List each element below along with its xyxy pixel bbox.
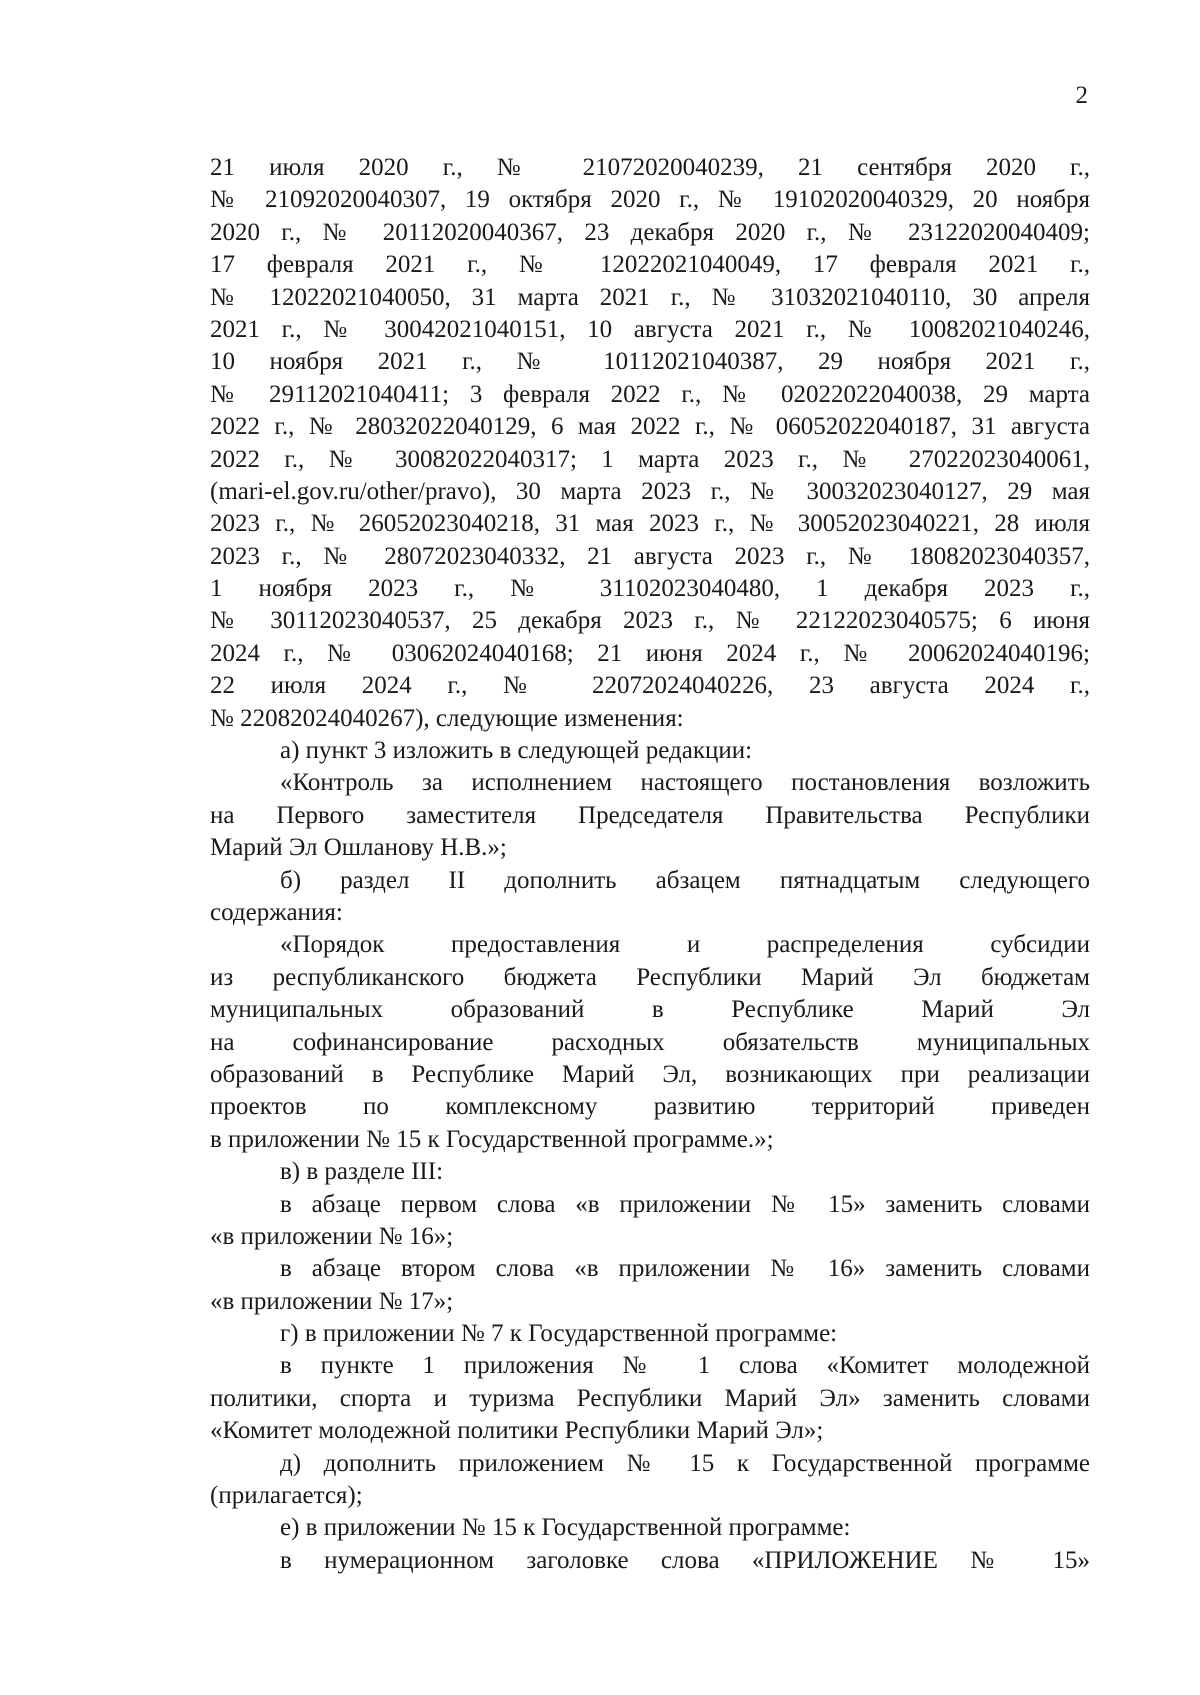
text-line: 2023 г., № 26052023040218, 31 мая 2023 г., № 30052023040221, 28 июля (210, 510, 1090, 538)
text-line: из республиканского бюджета Республики Марий Эл бюджетам (210, 963, 1090, 991)
text-line: 2023 г., № 28072023040332, 21 августа 2023 г., № 18082023040357, (210, 542, 1090, 570)
text-line: е) в приложении № 15 к Государственной программе: (280, 1514, 851, 1542)
text-line: в нумерационном заголовке слова «ПРИЛОЖЕНИЕ № 15» (280, 1546, 1090, 1574)
text-line: «Комитет молодежной политики Республики Марий Эл»; (210, 1417, 824, 1445)
text-line: Марий Эл Ошланову Н.В.»; (210, 834, 507, 862)
text-line: «в приложении № 16»; (210, 1222, 454, 1250)
text-line: в абзаце первом слова «в приложении № 15» заменить словами (280, 1190, 1090, 1218)
text-line: 2024 г., № 03062024040168; 21 июня 2024 г., № 20062024040196; (210, 639, 1090, 667)
text-line: № 30112023040537, 25 декабря 2023 г., № 22122023040575; 6 июня (210, 607, 1090, 635)
text-line: 2021 г., № 30042021040151, 10 августа 2021 г., № 10082021040246, (210, 315, 1090, 343)
text-line: № 21092020040307, 19 октября 2020 г., № 19102020040329, 20 ноября (210, 186, 1090, 214)
text-line: образований в Республике Марий Эл, возникающих при реализации (210, 1060, 1090, 1088)
text-line: 17 февраля 2021 г., № 12022021040049, 17 февраля 2021 г., (210, 251, 1090, 279)
text-line: а) пункт 3 изложить в следующей редакции: (280, 737, 753, 765)
text-line: содержания: (210, 898, 343, 926)
text-line: 10 ноября 2021 г., № 10112021040387, 29 ноября 2021 г., (210, 348, 1090, 376)
text-line: (прилагается); (210, 1482, 363, 1510)
text-line: № 22082024040267), следующие изменения: (210, 704, 684, 732)
text-line: в пункте 1 приложения № 1 слова «Комитет молодежной (280, 1352, 1090, 1380)
text-line: «Порядок предоставления и распределения субсидии (280, 931, 1090, 959)
text-line: политики, спорта и туризма Республики Марий Эл» заменить словами (210, 1384, 1090, 1412)
text-line: 1 ноября 2023 г., № 31102023040480, 1 декабря 2023 г., (210, 575, 1090, 603)
text-line: (mari-el.gov.ru/other/pravo), 30 марта 2023 г., № 30032023040127, 29 мая (210, 477, 1090, 505)
text-line: г) в приложении № 7 к Государственной программе: (280, 1320, 838, 1348)
text-line: 22 июля 2024 г., № 22072024040226, 23 августа 2024 г., (210, 672, 1090, 700)
page-number: 2 (1075, 82, 1088, 109)
text-line: 2022 г., № 30082022040317; 1 марта 2023 г., № 27022023040061, (210, 445, 1090, 473)
text-line: в) в разделе III: (280, 1158, 444, 1186)
text-line: на Первого заместителя Председателя Правительства Республики (210, 801, 1090, 829)
text-line: «Контроль за исполнением настоящего постановления возложить (280, 769, 1090, 797)
text-line: «в приложении № 17»; (210, 1287, 454, 1315)
text-line: 2022 г., № 28032022040129, 6 мая 2022 г., № 06052022040187, 31 августа (210, 413, 1090, 441)
text-line: в приложении № 15 к Государственной программе.»; (210, 1125, 774, 1153)
text-line: на софинансирование расходных обязательств муниципальных (210, 1028, 1090, 1056)
document-body (210, 152, 1090, 1577)
text-line: д) дополнить приложением № 15 к Государственной программе (280, 1449, 1090, 1477)
text-line: № 29112021040411; 3 февраля 2022 г., № 02022022040038, 29 марта (210, 380, 1090, 408)
text-line: 2020 г., № 20112020040367, 23 декабря 2020 г., № 23122020040409; (210, 218, 1090, 246)
text-line: проектов по комплексному развитию территорий приведен (210, 1093, 1090, 1121)
text-line: 21 июля 2020 г., № 21072020040239, 21 сентября 2020 г., (210, 154, 1090, 181)
text-line: № 12022021040050, 31 марта 2021 г., № 31032021040110, 30 апреля (210, 283, 1090, 311)
text-line: в абзаце втором слова «в приложении № 16» заменить словами (280, 1255, 1090, 1283)
text-line: муниципальных образований в Республике Марий Эл (210, 996, 1090, 1024)
text-line: б) раздел II дополнить абзацем пятнадцатым следующего (280, 866, 1090, 894)
